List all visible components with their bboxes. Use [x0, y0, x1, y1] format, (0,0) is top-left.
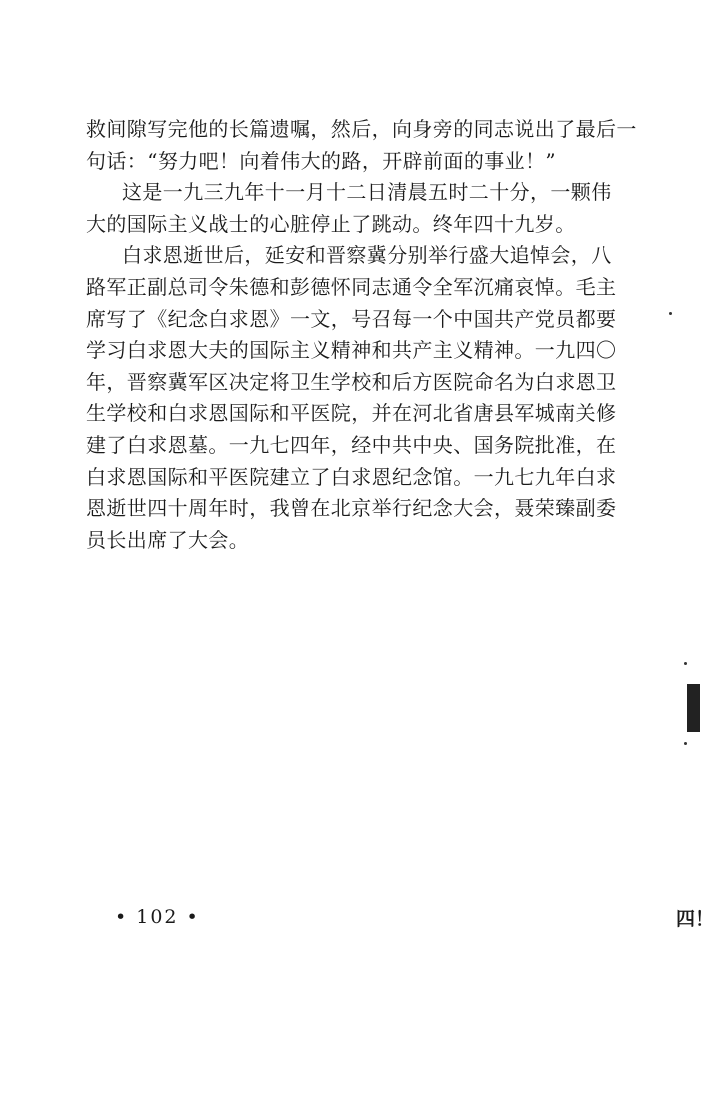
- body-text: [86, 114, 637, 556]
- text-line: 大的国际主义战士的心脏停止了跳动。终年四十九岁。: [86, 211, 576, 236]
- text-line: 恩逝世四十周年时，我曾在北京举行纪念大会，聂荣臻副委: [86, 496, 617, 521]
- margin-mark: 四！: [676, 908, 714, 930]
- scan-speck: [669, 312, 672, 315]
- text-line: 建了白求恩墓。一九七四年，经中共中央、国务院批准，在: [86, 432, 617, 457]
- scan-speck: [684, 742, 687, 745]
- text-line: 句话：“努力吧！向着伟大的路，开辟前面的事业！”: [86, 148, 557, 173]
- text-line: 年，晋察冀军区决定将卫生学校和后方医院命名为白求恩卫: [86, 369, 617, 394]
- text-line: 员长出席了大会。: [86, 527, 250, 552]
- text-line: 白求恩逝世后，延安和晋察冀分别举行盛大追悼会，八: [122, 243, 612, 268]
- text-line: 席写了《纪念白求恩》一文，号召每一个中国共产党员都要: [86, 306, 617, 331]
- text-line: 生学校和白求恩国际和平医院，并在河北省唐县军城南关修: [86, 401, 617, 426]
- scan-speck: [684, 662, 687, 665]
- scan-edge-mark: [687, 684, 700, 732]
- text-line: 救间隙写完他的长篇遗嘱，然后，向身旁的同志说出了最后一: [86, 117, 637, 141]
- text-line: 这是一九三九年十一月十二日清晨五时二十分，一颗伟: [122, 180, 612, 205]
- text-line: 白求恩国际和平医院建立了白求恩纪念馆。一九七九年白求: [86, 464, 617, 489]
- text-line: 路军正副总司令朱德和彭德怀同志通令全军沉痛哀悼。毛主: [86, 274, 617, 299]
- text-line: 学习白求恩大夫的国际主义精神和共产主义精神。一九四〇: [86, 338, 617, 363]
- page-number: • 102 •: [115, 906, 200, 928]
